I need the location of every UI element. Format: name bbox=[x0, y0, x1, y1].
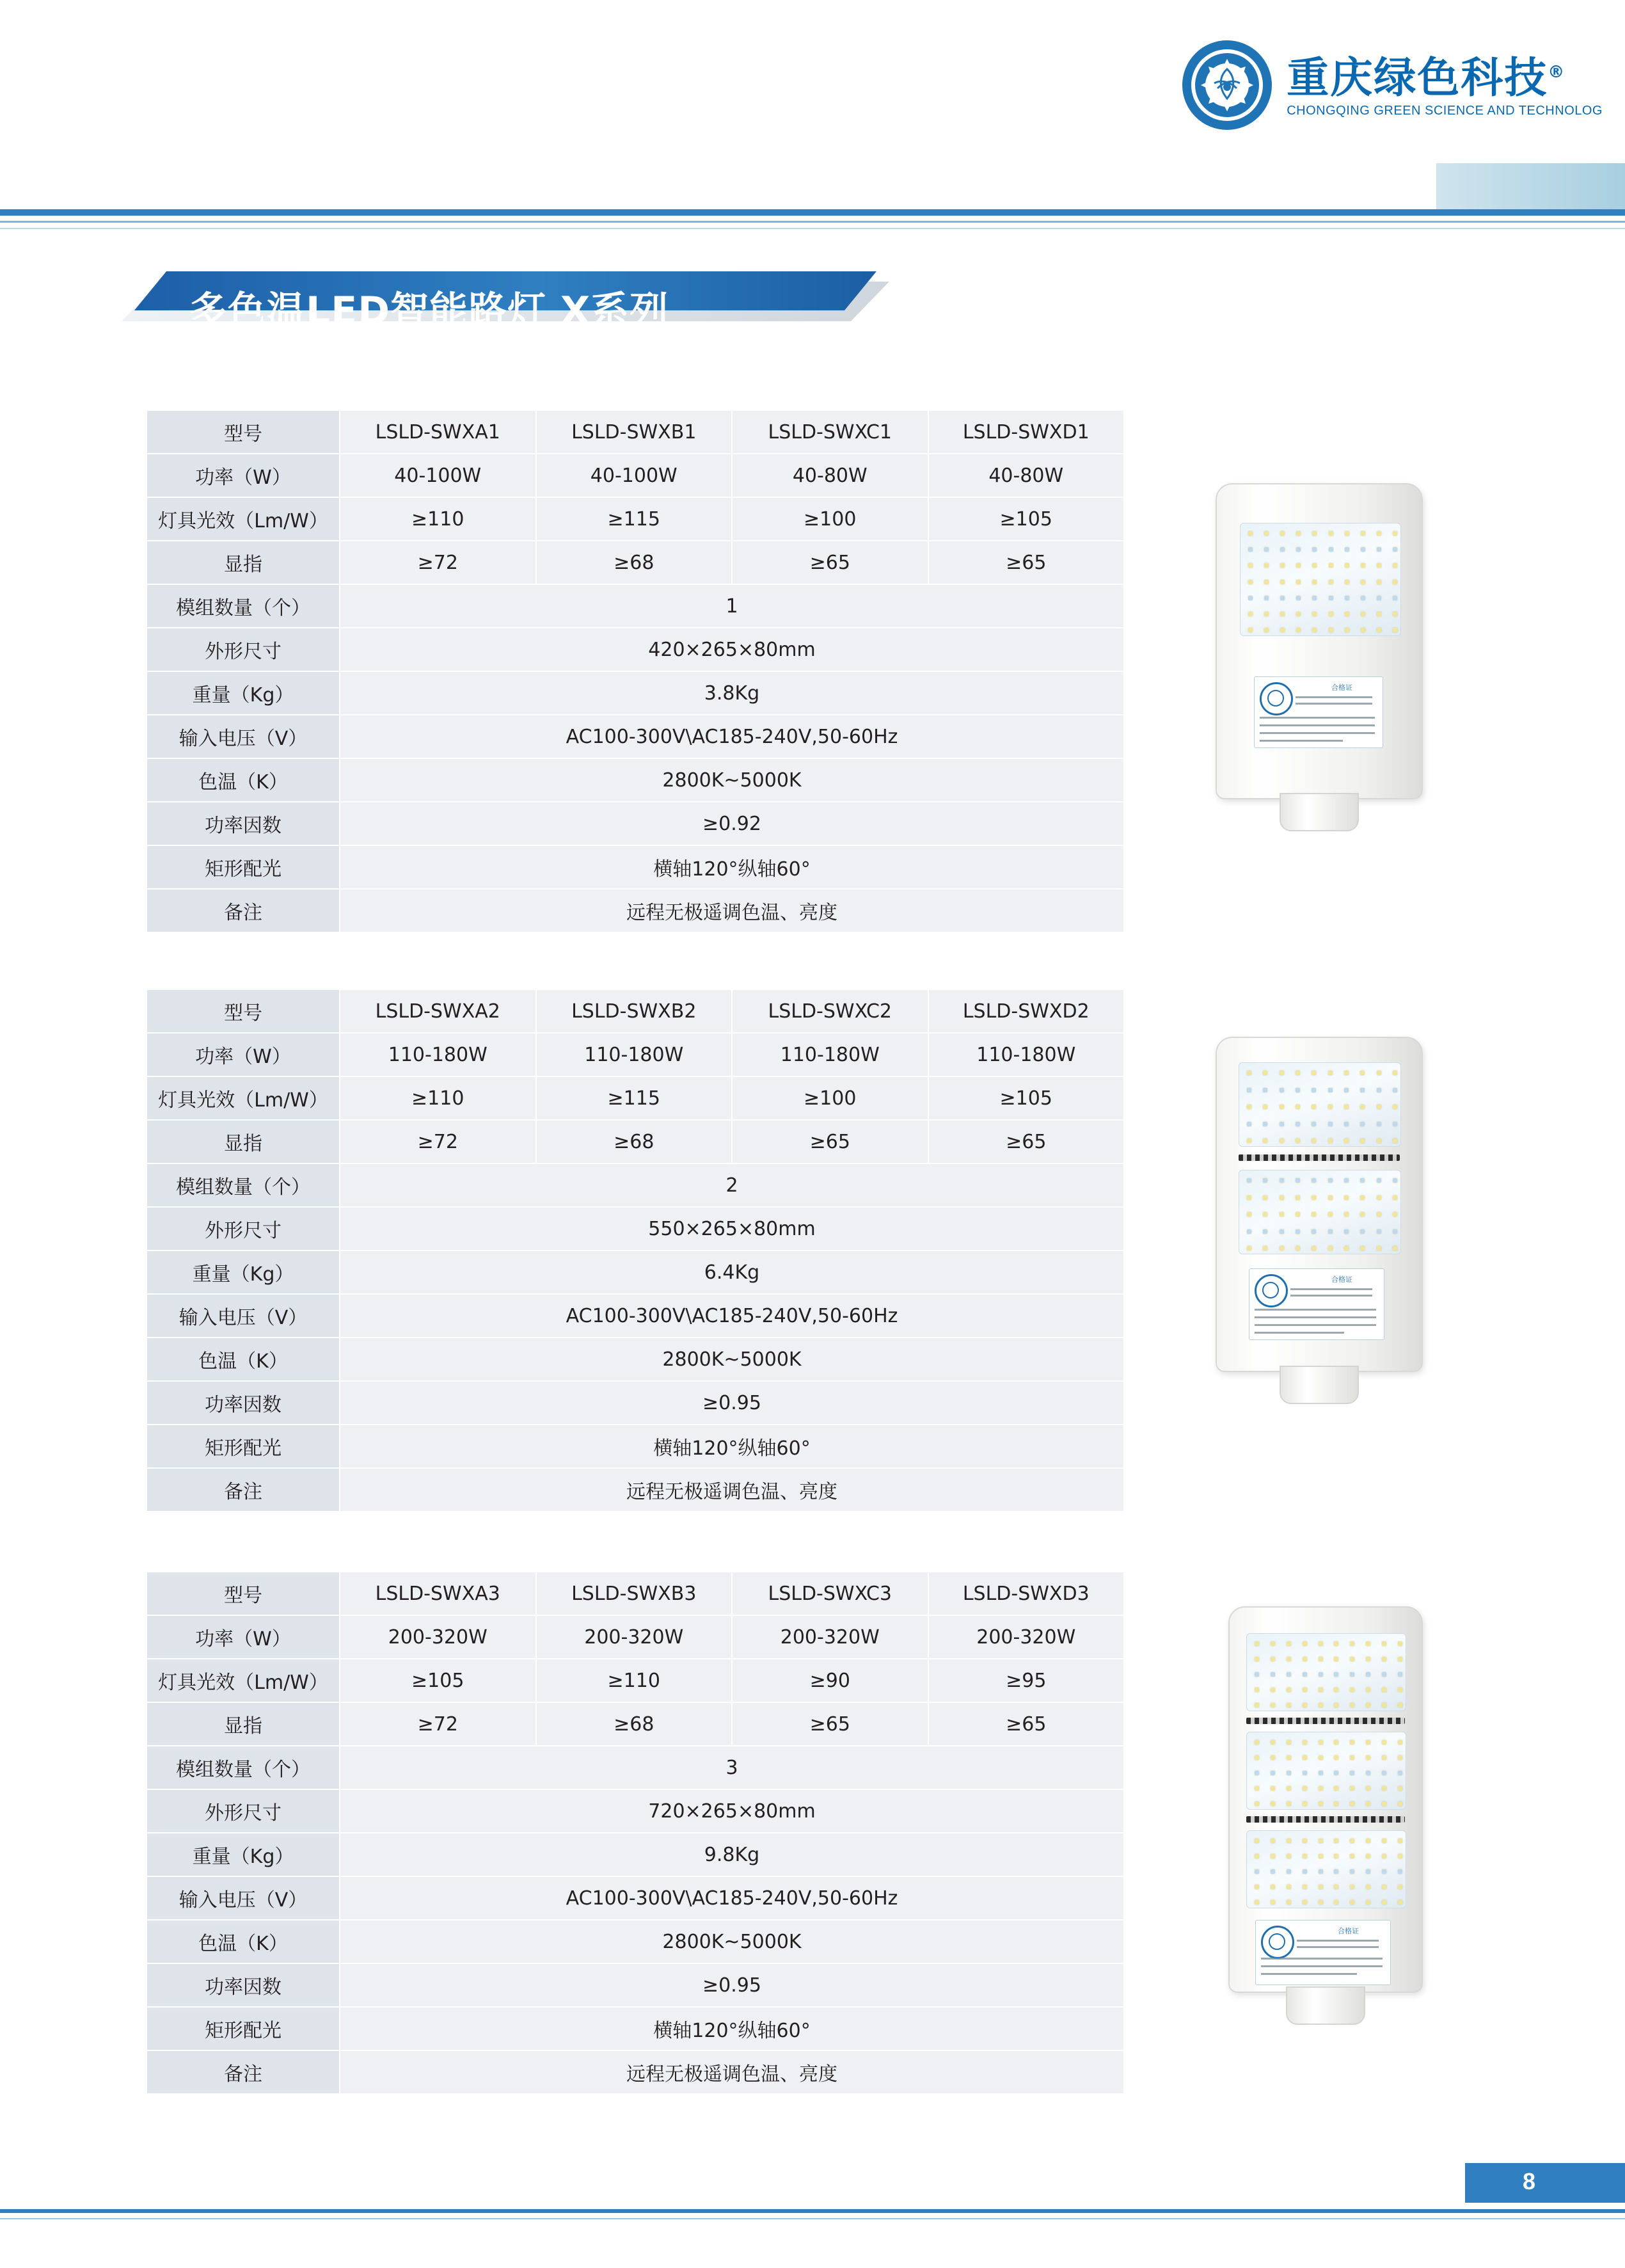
certification-seal-icon bbox=[1255, 1274, 1288, 1307]
product-photo-lamp-3-module bbox=[1228, 1606, 1423, 1993]
cell-value: LSLD-SWXB1 bbox=[536, 410, 733, 454]
table-row bbox=[147, 1076, 1124, 1120]
table-row bbox=[147, 541, 1124, 584]
cell-value: LSLD-SWXA3 bbox=[340, 1572, 536, 1615]
heat-sink-strip bbox=[1246, 1718, 1405, 1724]
header-rule-primary bbox=[0, 209, 1625, 216]
cell-value: 横轴120°纵轴60° bbox=[340, 1425, 1124, 1468]
row-label: 型号 bbox=[147, 1572, 340, 1615]
cell-value: 200-320W bbox=[340, 1615, 536, 1659]
row-label: 灯具光效（Lm/W） bbox=[147, 497, 340, 541]
table-row bbox=[147, 628, 1124, 671]
cell-value: 2 bbox=[340, 1163, 1124, 1207]
led-dot-array bbox=[1247, 1831, 1406, 1908]
led-module-panel bbox=[1240, 523, 1401, 636]
page-header bbox=[0, 0, 1625, 166]
table-row bbox=[147, 1163, 1124, 1207]
row-label: 重量（Kg） bbox=[147, 671, 340, 715]
row-label: 功率（W） bbox=[147, 454, 340, 497]
table-row bbox=[147, 2007, 1124, 2050]
cell-value: AC100-300V\AC185-240V,50-60Hz bbox=[340, 1876, 1124, 1920]
table-row bbox=[147, 584, 1124, 628]
cell-value: ≥68 bbox=[536, 1120, 733, 1163]
led-dot-array bbox=[1247, 1634, 1406, 1711]
row-label: 备注 bbox=[147, 889, 340, 932]
cell-value: ≥90 bbox=[732, 1659, 928, 1702]
spec-table-series-3 bbox=[146, 1571, 1125, 2095]
table-row bbox=[147, 1876, 1124, 1920]
cell-value: 2800K~5000K bbox=[340, 1338, 1124, 1381]
table-row bbox=[147, 1338, 1124, 1381]
cell-value: LSLD-SWXD3 bbox=[928, 1572, 1125, 1615]
row-label: 功率（W） bbox=[147, 1033, 340, 1076]
cell-value: AC100-300V\AC185-240V,50-60Hz bbox=[340, 1294, 1124, 1338]
row-label: 矩形配光 bbox=[147, 845, 340, 889]
table-row bbox=[147, 1572, 1124, 1615]
table-row bbox=[147, 1250, 1124, 1294]
table-row bbox=[147, 1294, 1124, 1338]
led-dot-array bbox=[1239, 1063, 1400, 1146]
table-row bbox=[147, 1920, 1124, 1963]
table-row bbox=[147, 1789, 1124, 1833]
cell-value: ≥72 bbox=[340, 541, 536, 584]
cell-value: 40-80W bbox=[732, 454, 928, 497]
cell-value: LSLD-SWXA1 bbox=[340, 410, 536, 454]
footer-bar bbox=[0, 2163, 1625, 2203]
cell-value: AC100-300V\AC185-240V,50-60Hz bbox=[340, 715, 1124, 758]
table-row bbox=[147, 1381, 1124, 1425]
heat-sink-strip bbox=[1246, 1816, 1405, 1823]
table-row bbox=[147, 1833, 1124, 1876]
row-label: 功率因数 bbox=[147, 1963, 340, 2007]
table-row bbox=[147, 1033, 1124, 1076]
cell-value: LSLD-SWXC3 bbox=[732, 1572, 928, 1615]
cell-value: 40-100W bbox=[536, 454, 733, 497]
row-label: 备注 bbox=[147, 2050, 340, 2094]
table-row bbox=[147, 497, 1124, 541]
cell-value: ≥100 bbox=[732, 1076, 928, 1120]
led-module-panel bbox=[1239, 1062, 1401, 1147]
row-label: 矩形配光 bbox=[147, 2007, 340, 2050]
row-label: 显指 bbox=[147, 1120, 340, 1163]
cell-value: 远程无极遥调色温、亮度 bbox=[340, 2050, 1124, 2094]
cell-value: 1 bbox=[340, 584, 1124, 628]
cell-value: ≥105 bbox=[928, 497, 1125, 541]
row-label: 重量（Kg） bbox=[147, 1250, 340, 1294]
cell-value: LSLD-SWXB3 bbox=[536, 1572, 733, 1615]
footer-bar-cutout bbox=[0, 2163, 1465, 2203]
lamp-housing bbox=[1216, 1037, 1423, 1372]
cell-value: LSLD-SWXB2 bbox=[536, 989, 733, 1033]
row-label: 备注 bbox=[147, 1468, 340, 1512]
cell-value: LSLD-SWXC2 bbox=[732, 989, 928, 1033]
product-photo-lamp-2-module bbox=[1216, 1037, 1423, 1372]
cell-value: 200-320W bbox=[928, 1615, 1125, 1659]
row-label: 重量（Kg） bbox=[147, 1833, 340, 1876]
cell-value: 40-100W bbox=[340, 454, 536, 497]
row-label: 型号 bbox=[147, 989, 340, 1033]
cell-value: 110-180W bbox=[536, 1033, 733, 1076]
row-label: 模组数量（个） bbox=[147, 1746, 340, 1789]
row-label: 显指 bbox=[147, 541, 340, 584]
cell-value: 9.8Kg bbox=[340, 1833, 1124, 1876]
table-row bbox=[147, 715, 1124, 758]
table-row bbox=[147, 410, 1124, 454]
footer-rule-secondary bbox=[0, 2218, 1625, 2219]
cell-value: ≥65 bbox=[928, 541, 1125, 584]
row-label: 外形尺寸 bbox=[147, 1207, 340, 1250]
cell-value: 720×265×80mm bbox=[340, 1789, 1124, 1833]
cell-value: ≥115 bbox=[536, 497, 733, 541]
table-row bbox=[147, 2050, 1124, 2094]
cell-value: 2800K~5000K bbox=[340, 758, 1124, 802]
led-dot-array bbox=[1239, 1170, 1400, 1254]
cell-value: ≥0.92 bbox=[340, 802, 1124, 845]
row-label: 灯具光效（Lm/W） bbox=[147, 1076, 340, 1120]
table-row bbox=[147, 1659, 1124, 1702]
cell-value: 200-320W bbox=[732, 1615, 928, 1659]
product-rating-label: 合格证 bbox=[1254, 676, 1383, 748]
registered-mark-icon: ® bbox=[1548, 62, 1566, 82]
row-label: 功率（W） bbox=[147, 1615, 340, 1659]
led-module-panel bbox=[1246, 1830, 1406, 1908]
row-label: 输入电压（V） bbox=[147, 1294, 340, 1338]
cell-value: ≥65 bbox=[928, 1702, 1125, 1746]
cell-value: LSLD-SWXD2 bbox=[928, 989, 1125, 1033]
cell-value: ≥110 bbox=[536, 1659, 733, 1702]
led-module-panel bbox=[1246, 1732, 1406, 1810]
row-label: 外形尺寸 bbox=[147, 1789, 340, 1833]
product-rating-label: 合格证 bbox=[1249, 1268, 1384, 1340]
cell-value: 550×265×80mm bbox=[340, 1207, 1124, 1250]
table-row bbox=[147, 1615, 1124, 1659]
cell-value: 3.8Kg bbox=[340, 671, 1124, 715]
row-label: 模组数量（个） bbox=[147, 584, 340, 628]
table-row bbox=[147, 1120, 1124, 1163]
row-label: 模组数量（个） bbox=[147, 1163, 340, 1207]
table-row bbox=[147, 1207, 1124, 1250]
row-label: 功率因数 bbox=[147, 802, 340, 845]
spec-table-series-2 bbox=[146, 989, 1125, 1512]
row-label: 输入电压（V） bbox=[147, 1876, 340, 1920]
spec-table-series-1 bbox=[146, 410, 1125, 933]
cell-value: ≥65 bbox=[928, 1120, 1125, 1163]
cell-value: ≥68 bbox=[536, 1702, 733, 1746]
cell-value: ≥72 bbox=[340, 1702, 536, 1746]
heat-sink-strip bbox=[1239, 1154, 1400, 1161]
product-photo-lamp-1-module bbox=[1216, 483, 1423, 799]
lamp-mounting-neck bbox=[1286, 1986, 1365, 2025]
brand-name-cn: 重庆绿色科技® bbox=[1287, 52, 1566, 102]
cell-value: ≥65 bbox=[732, 1120, 928, 1163]
header-accent-band bbox=[1436, 163, 1625, 209]
row-label: 输入电压（V） bbox=[147, 715, 340, 758]
table-row bbox=[147, 671, 1124, 715]
certification-seal-icon bbox=[1260, 682, 1293, 715]
page-number: 8 bbox=[1523, 2168, 1536, 2194]
lamp-mounting-neck bbox=[1280, 1366, 1359, 1404]
cell-value: ≥110 bbox=[340, 1076, 536, 1120]
table-row bbox=[147, 802, 1124, 845]
row-label: 色温（K） bbox=[147, 1338, 340, 1381]
cell-value: ≥100 bbox=[732, 497, 928, 541]
cell-value: ≥72 bbox=[340, 1120, 536, 1163]
row-label: 色温（K） bbox=[147, 758, 340, 802]
circular-gear-emblem-icon bbox=[1179, 37, 1275, 133]
cell-value: ≥65 bbox=[732, 1702, 928, 1746]
cell-value: 6.4Kg bbox=[340, 1250, 1124, 1294]
lamp-housing bbox=[1216, 483, 1423, 799]
cell-value: 远程无极遥调色温、亮度 bbox=[340, 1468, 1124, 1512]
header-rule-secondary bbox=[0, 221, 1625, 223]
cell-value: 200-320W bbox=[536, 1615, 733, 1659]
cell-value: 40-80W bbox=[928, 454, 1125, 497]
table-row bbox=[147, 454, 1124, 497]
cell-value: LSLD-SWXD1 bbox=[928, 410, 1125, 454]
cell-value: ≥105 bbox=[340, 1659, 536, 1702]
row-label: 显指 bbox=[147, 1702, 340, 1746]
table-row bbox=[147, 1425, 1124, 1468]
cell-value: ≥105 bbox=[928, 1076, 1125, 1120]
cell-value: LSLD-SWXC1 bbox=[732, 410, 928, 454]
table-row bbox=[147, 758, 1124, 802]
table-row bbox=[147, 989, 1124, 1033]
table-row bbox=[147, 1468, 1124, 1512]
table-row bbox=[147, 889, 1124, 932]
led-module-panel bbox=[1246, 1633, 1406, 1711]
table-row bbox=[147, 845, 1124, 889]
cell-value: ≥115 bbox=[536, 1076, 733, 1120]
lamp-housing bbox=[1228, 1606, 1423, 1993]
row-label: 矩形配光 bbox=[147, 1425, 340, 1468]
cell-value: 420×265×80mm bbox=[340, 628, 1124, 671]
cell-value: 横轴120°纵轴60° bbox=[340, 2007, 1124, 2050]
cell-value: 110-180W bbox=[928, 1033, 1125, 1076]
cell-value: 2800K~5000K bbox=[340, 1920, 1124, 1963]
cell-value: LSLD-SWXA2 bbox=[340, 989, 536, 1033]
company-logo bbox=[1179, 37, 1603, 133]
lamp-mounting-neck bbox=[1280, 793, 1359, 831]
cell-value: 110-180W bbox=[732, 1033, 928, 1076]
brand-text-block bbox=[1287, 52, 1603, 118]
table-row bbox=[147, 1963, 1124, 2007]
page-title: 多色温LED智能路灯 X系列 bbox=[189, 289, 669, 333]
led-dot-array bbox=[1247, 1732, 1406, 1809]
row-label: 色温（K） bbox=[147, 1920, 340, 1963]
row-label: 功率因数 bbox=[147, 1381, 340, 1425]
cell-value: ≥0.95 bbox=[340, 1381, 1124, 1425]
cell-value: 3 bbox=[340, 1746, 1124, 1789]
row-label: 灯具光效（Lm/W） bbox=[147, 1659, 340, 1702]
cell-value: 横轴120°纵轴60° bbox=[340, 845, 1124, 889]
section-title-banner bbox=[122, 262, 1030, 347]
header-rule-tertiary bbox=[0, 228, 1625, 229]
cell-value: ≥110 bbox=[340, 497, 536, 541]
table-row bbox=[147, 1746, 1124, 1789]
footer-rule-primary bbox=[0, 2209, 1625, 2213]
brand-name-en: CHONGQING GREEN SCIENCE AND TECHNOLOG bbox=[1287, 104, 1603, 118]
cell-value: ≥65 bbox=[732, 541, 928, 584]
cell-value: 远程无极遥调色温、亮度 bbox=[340, 889, 1124, 932]
product-rating-label: 合格证 bbox=[1255, 1920, 1391, 1985]
table-row bbox=[147, 1702, 1124, 1746]
led-module-panel bbox=[1239, 1170, 1401, 1254]
certification-seal-icon bbox=[1261, 1926, 1294, 1959]
cell-value: ≥95 bbox=[928, 1659, 1125, 1702]
row-label: 外形尺寸 bbox=[147, 628, 340, 671]
cell-value: ≥0.95 bbox=[340, 1963, 1124, 2007]
cell-value: ≥68 bbox=[536, 541, 733, 584]
cell-value: 110-180W bbox=[340, 1033, 536, 1076]
led-dot-array bbox=[1241, 523, 1400, 635]
row-label: 型号 bbox=[147, 410, 340, 454]
